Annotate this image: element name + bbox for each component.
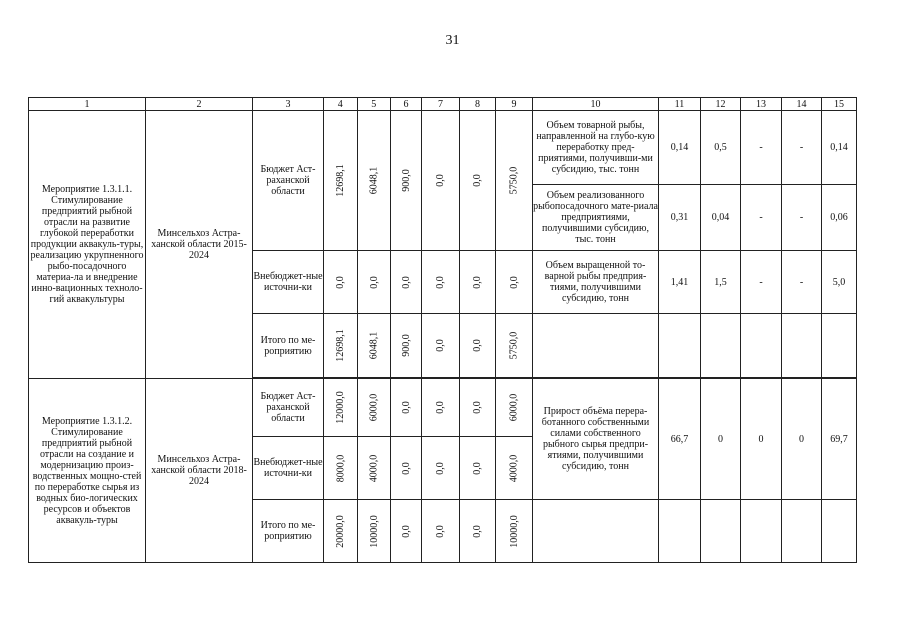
funding-value: 0,0 [422, 379, 460, 437]
empty-cell [782, 500, 822, 563]
column-number: 3 [253, 98, 324, 111]
indicator-text: Объем реализованного рыбопосадочного мате-риала предприятиями, получившими субсидию, тыс. тонн [533, 185, 659, 251]
column-number: 5 [357, 98, 391, 111]
indicator-value: 0 [701, 379, 741, 500]
indicator-value: 0 [782, 379, 822, 500]
funding-value: 12698,1 [324, 111, 358, 251]
funding-value: 12000,0 [324, 379, 358, 437]
funding-value: 6048,1 [357, 314, 391, 378]
indicator-value: 69,7 [822, 379, 857, 500]
funding-value: 0,0 [391, 379, 422, 437]
funding-value: 0,0 [324, 251, 358, 314]
column-number: 12 [701, 98, 741, 111]
indicator-value: 1,5 [701, 251, 741, 314]
empty-cell [659, 500, 701, 563]
funding-value: 0,0 [460, 314, 496, 378]
funding-value: 0,0 [422, 314, 460, 378]
indicator-value: - [741, 251, 782, 314]
funding-value: 0,0 [422, 437, 460, 500]
funding-value: 10000,0 [357, 500, 391, 563]
measure2-executor: Минсельхоз Астра-ханской области 2018-2024 [146, 379, 253, 563]
funding-value: 0,0 [422, 111, 460, 251]
empty-cell [741, 500, 782, 563]
funding-value: 0,0 [391, 437, 422, 500]
funding-value: 0,0 [357, 251, 391, 314]
indicator-text: Объем выращенной то-варной рыбы предприя-тиями, получившими субсидию, тонн [533, 251, 659, 314]
indicator-value: - [741, 185, 782, 251]
funding-value: 4000,0 [496, 437, 533, 500]
funding-value: 0,0 [460, 437, 496, 500]
column-number: 1 [29, 98, 146, 111]
funding-value: 900,0 [391, 111, 422, 251]
column-number: 2 [146, 98, 253, 111]
empty-cell [701, 500, 741, 563]
column-number: 15 [822, 98, 857, 111]
funding-value: 5750,0 [496, 111, 533, 251]
indicator-value: - [782, 111, 822, 185]
column-number: 11 [659, 98, 701, 111]
empty-cell [533, 500, 659, 563]
funding-value: 6000,0 [357, 379, 391, 437]
source-label: Итого по ме-роприятию [253, 314, 324, 378]
measure2-name: Мероприятие 1.3.1.2. Стимулирование предприятий рыбной отрасли на создание и модернизацию произ-водственных мощно-стей по переработке сырья из водных био-логических ресурсов и объектов аквакуль-туры [29, 379, 146, 563]
funding-value: 0,0 [391, 251, 422, 314]
program-table [28, 97, 857, 563]
measure1-row-budget-a [29, 111, 857, 185]
column-number: 8 [460, 98, 496, 111]
indicator-text: Объем товарной рыбы, направленной на глубо-кую переработку пред-приятиями, получивши-ми субсидию, тыс. тонн [533, 111, 659, 185]
column-number: 9 [496, 98, 533, 111]
funding-value: 0,0 [460, 500, 496, 563]
indicator-value: - [782, 185, 822, 251]
empty-cell [533, 314, 659, 378]
page-number: 31 [445, 33, 460, 48]
column-number: 7 [422, 98, 460, 111]
funding-value: 5750,0 [496, 314, 533, 378]
empty-cell [659, 314, 701, 378]
funding-value: 0,0 [391, 500, 422, 563]
empty-cell [701, 314, 741, 378]
source-label: Бюджет Аст-раханской области [253, 111, 324, 251]
source-label: Итого по ме-роприятию [253, 500, 324, 563]
indicator-value: 0,04 [701, 185, 741, 251]
column-number: 6 [391, 98, 422, 111]
funding-value: 0,0 [496, 251, 533, 314]
funding-value: 6048,1 [357, 111, 391, 251]
funding-value: 0,0 [422, 500, 460, 563]
funding-value: 20000,0 [324, 500, 358, 563]
funding-value: 10000,0 [496, 500, 533, 563]
indicator-value: 66,7 [659, 379, 701, 500]
funding-value: 900,0 [391, 314, 422, 378]
column-number: 14 [782, 98, 822, 111]
empty-cell [741, 314, 782, 378]
column-number: 13 [741, 98, 782, 111]
indicator-value: 0,14 [659, 111, 701, 185]
measure1-name: Мероприятие 1.3.1.1. Стимулирование предприятий рыбной отрасли на развитие глубокой переработки продукции аквакуль-туры, реализацию укрупненного рыбо-посадочного материа-ла и внедрение инно-вационных техноло-гий аквакультуры [29, 111, 146, 379]
funding-value: 4000,0 [357, 437, 391, 500]
funding-value: 0,0 [460, 379, 496, 437]
empty-cell [822, 500, 857, 563]
column-number: 10 [533, 98, 659, 111]
indicator-value: - [782, 251, 822, 314]
measure2-row-budget [29, 379, 857, 437]
column-number-row [29, 98, 857, 111]
empty-cell [782, 314, 822, 378]
indicator-value: 0 [741, 379, 782, 500]
funding-value: 0,0 [460, 111, 496, 251]
funding-value: 6000,0 [496, 379, 533, 437]
funding-value: 12698,1 [324, 314, 358, 378]
indicator-value: 1,41 [659, 251, 701, 314]
source-label: Внебюджет-ные источни-ки [253, 251, 324, 314]
funding-value: 0,0 [460, 251, 496, 314]
indicator-text: Прирост объёма перера-ботанного собственными силами собственного рыбного сырья предпри-ятиями, получившими субсидию, тонн [533, 379, 659, 500]
indicator-value: 0,14 [822, 111, 857, 185]
indicator-value: 5,0 [822, 251, 857, 314]
measure1-executor: Минсельхоз Астра-ханской области 2015-2024 [146, 111, 253, 379]
indicator-value: 0,5 [701, 111, 741, 185]
column-number: 4 [324, 98, 358, 111]
empty-cell [822, 314, 857, 378]
funding-value: 8000,0 [324, 437, 358, 500]
indicator-value: - [741, 111, 782, 185]
source-label: Бюджет Аст-раханской области [253, 379, 324, 437]
indicator-value: 0,06 [822, 185, 857, 251]
source-label: Внебюджет-ные источни-ки [253, 437, 324, 500]
indicator-value: 0,31 [659, 185, 701, 251]
funding-value: 0,0 [422, 251, 460, 314]
